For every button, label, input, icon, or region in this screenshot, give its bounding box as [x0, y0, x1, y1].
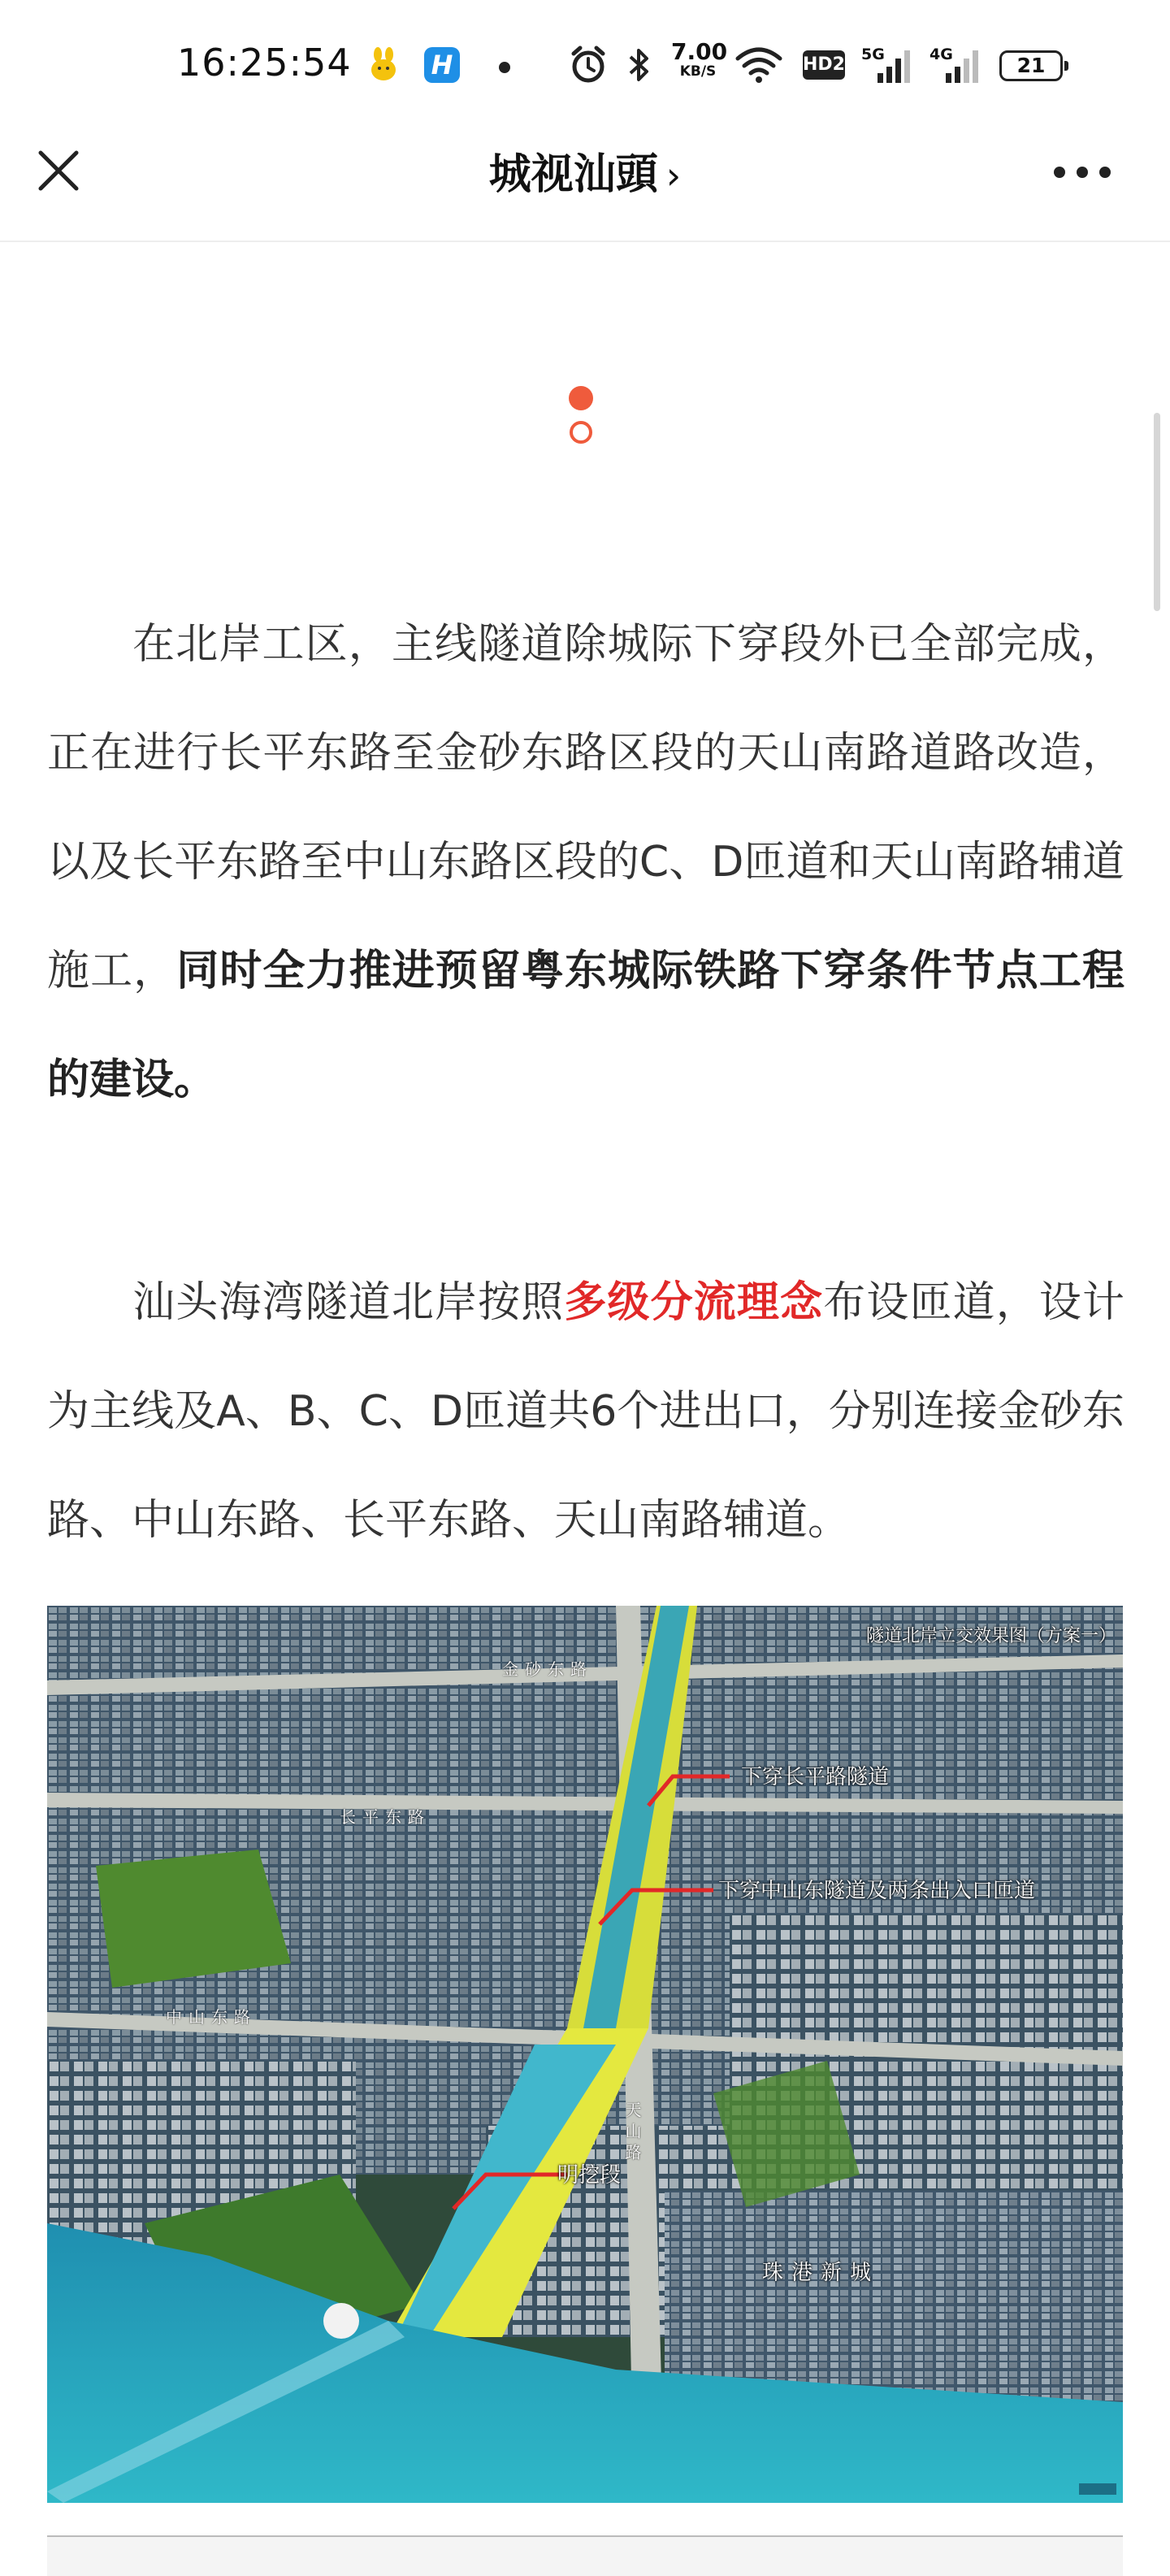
nav-bar	[0, 130, 1170, 244]
road-label-zhongshan: 中山东路	[166, 2007, 257, 2027]
callout-changping-tunnel: 下穿长平路隧道	[741, 1765, 890, 1789]
section-divider-ornament-icon	[566, 384, 596, 449]
alarm-icon	[569, 46, 608, 85]
signal-4g-bars-icon	[939, 49, 980, 83]
account-title-link[interactable]	[0, 140, 1170, 201]
district-label: 珠港新城	[762, 2261, 880, 2285]
wifi-icon	[734, 46, 783, 85]
network-speed: 7.00 KB/S	[671, 38, 728, 80]
next-figure-preview	[47, 2535, 1123, 2576]
scrollbar[interactable]	[1154, 413, 1160, 611]
chevron-right-icon: ›	[665, 154, 682, 197]
page-title: 城视汕頭	[488, 150, 658, 199]
road-label-tianshan: 天山路	[622, 2101, 642, 2165]
notification-dot-icon	[499, 62, 510, 73]
tunnel-interchange-rendering[interactable]	[47, 1606, 1123, 2503]
signal-5g-label: 5G	[861, 46, 885, 63]
bluetooth-icon	[627, 46, 652, 85]
road-label-changping: 长平东路	[340, 1807, 431, 1827]
nav-divider	[0, 241, 1170, 242]
bold-emphasis: 同时全力推进预留粤东城际铁路下穿条件节点工程的建设。	[47, 947, 1124, 1104]
callout-zhongshan-tunnel: 下穿中山东隧道及两条出入口匝道	[718, 1879, 1036, 1903]
hd-voice-icon: HD2	[803, 50, 845, 80]
callout-open-cut-section: 明挖段	[557, 2163, 622, 2188]
rabbit-app-icon	[369, 47, 398, 81]
h-app-icon: H	[424, 47, 460, 83]
status-bar	[0, 0, 1170, 130]
article-paragraph-2: 汕头海湾隧道北岸按照多级分流理念布设匝道，设计为主线及A、B、C、D匝道共6个进出口，分别连接金砂东路、中山东路、长平东路、天山南路辅道。	[47, 1278, 1124, 1545]
road-label-jinsha: 金砂东路	[502, 1659, 593, 1679]
more-options-icon[interactable]	[1053, 166, 1112, 179]
highlight-red-text: 多级分流理念	[564, 1278, 824, 1327]
status-time: 16:25:54	[177, 41, 352, 85]
signal-4g-label: 4G	[930, 46, 953, 63]
article-paragraph-1: 在北岸工区，主线隧道除城际下穿段外已全部完成，正在进行长平东路至金砂东路区段的天山南路道路改造，以及长平东路至中山东路区段的C、D匝道和天山南路辅道施工，同时全力推进预留粤东城际铁路下穿条件节点工程的建设。	[47, 620, 1124, 1104]
figure-caption: 隧道北岸立交效果图（方案一）	[866, 1626, 1117, 1646]
battery-icon: 21	[999, 50, 1063, 81]
signal-5g-bars-icon	[871, 49, 912, 83]
